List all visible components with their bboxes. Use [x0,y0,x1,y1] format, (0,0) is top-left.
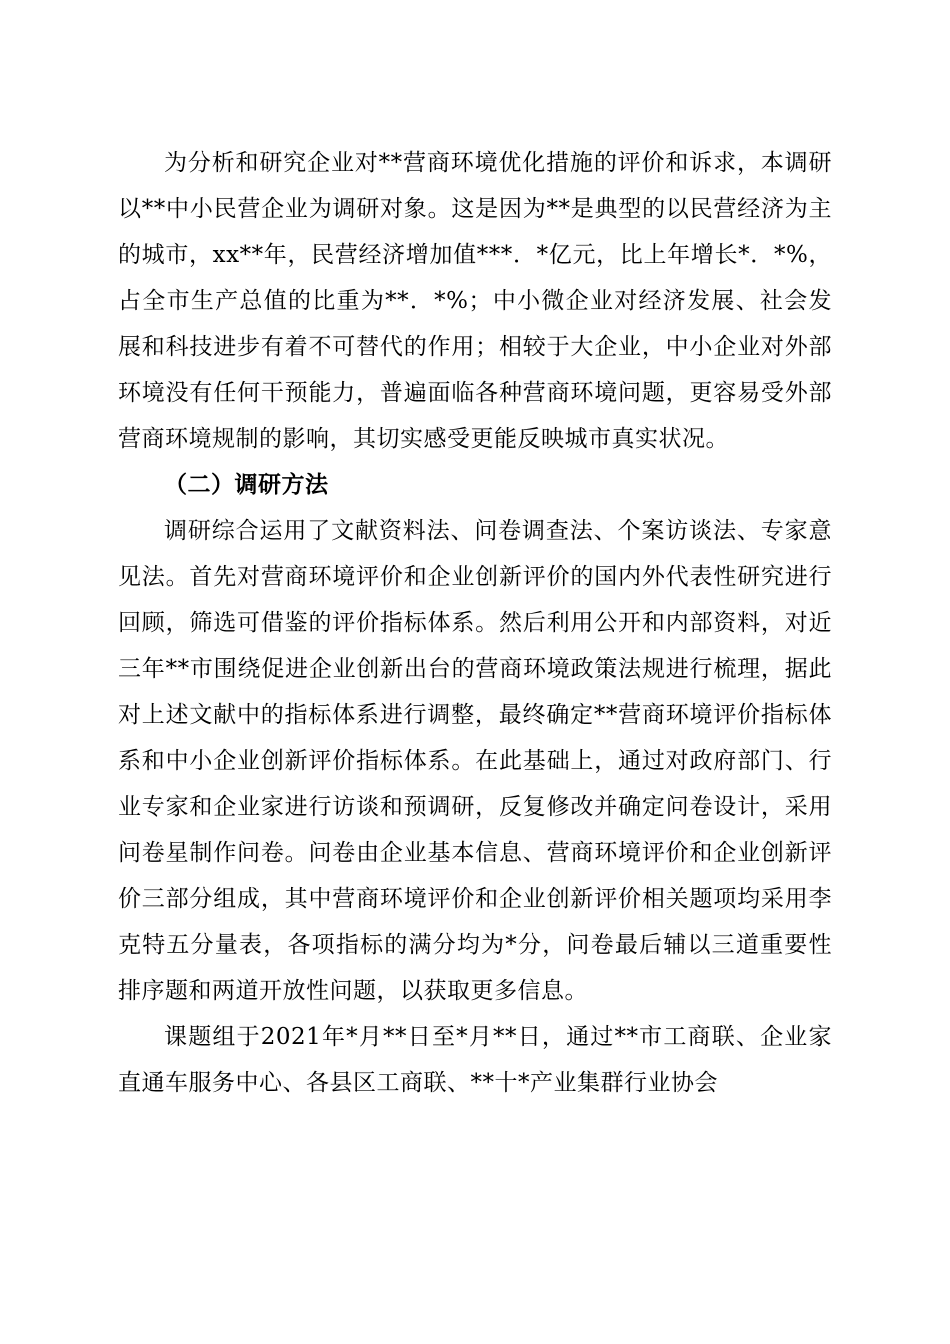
paragraph-research-method: 调研综合运用了文献资料法、问卷调查法、个案访谈法、专家意见法。首先对营商环境评价和企业创新评价的国内外代表性研究进行回顾，筛选可借鉴的评价指标体系。然后利用公开和内部资料，对近三年**市围绕促进企业创新出台的营商环境政策法规进行梳理，据此对上述文献中的指标体系进行调整，最终确定**营商环境评价指标体系和中小企业创新评价指标体系。在此基础上，通过对政府部门、行业专家和企业家进行访谈和预调研，反复修改并确定问卷设计，采用问卷星制作问卷。问卷由企业基本信息、营商环境评价和企业创新评价三部分组成，其中营商环境评价和企业创新评价相关题项均采用李克特五分量表，各项指标的满分均为*分，问卷最后辅以三道重要性排序题和两道开放性问题，以获取更多信息。 [118,518,832,1004]
section-heading-research-method: （二）调研方法 [164,471,329,498]
paragraph-survey-schedule: 课题组于2021年*月**日至*月**日，通过**市工商联、企业家直通车服务中心、各县区工商联、**十*产业集群行业协会 [118,1024,832,1096]
document-body [118,140,832,1106]
paragraph-research-subject: 为分析和研究企业对**营商环境优化措施的评价和诉求，本调研以**中小民营企业为调研对象。这是因为**是典型的以民营经济为主的城市，xx**年，民营经济增加值***．*亿元，比上年增长*．*%，占全市生产总值的比重为**．*%；中小微企业对经济发展、社会发展和科技进步有着不可替代的作用；相较于大企业，中小企业对外部环境没有任何干预能力，普遍面临各种营商环境问题，更容易受外部营商环境规制的影响，其切实感受更能反映城市真实状况。 [118,150,832,452]
